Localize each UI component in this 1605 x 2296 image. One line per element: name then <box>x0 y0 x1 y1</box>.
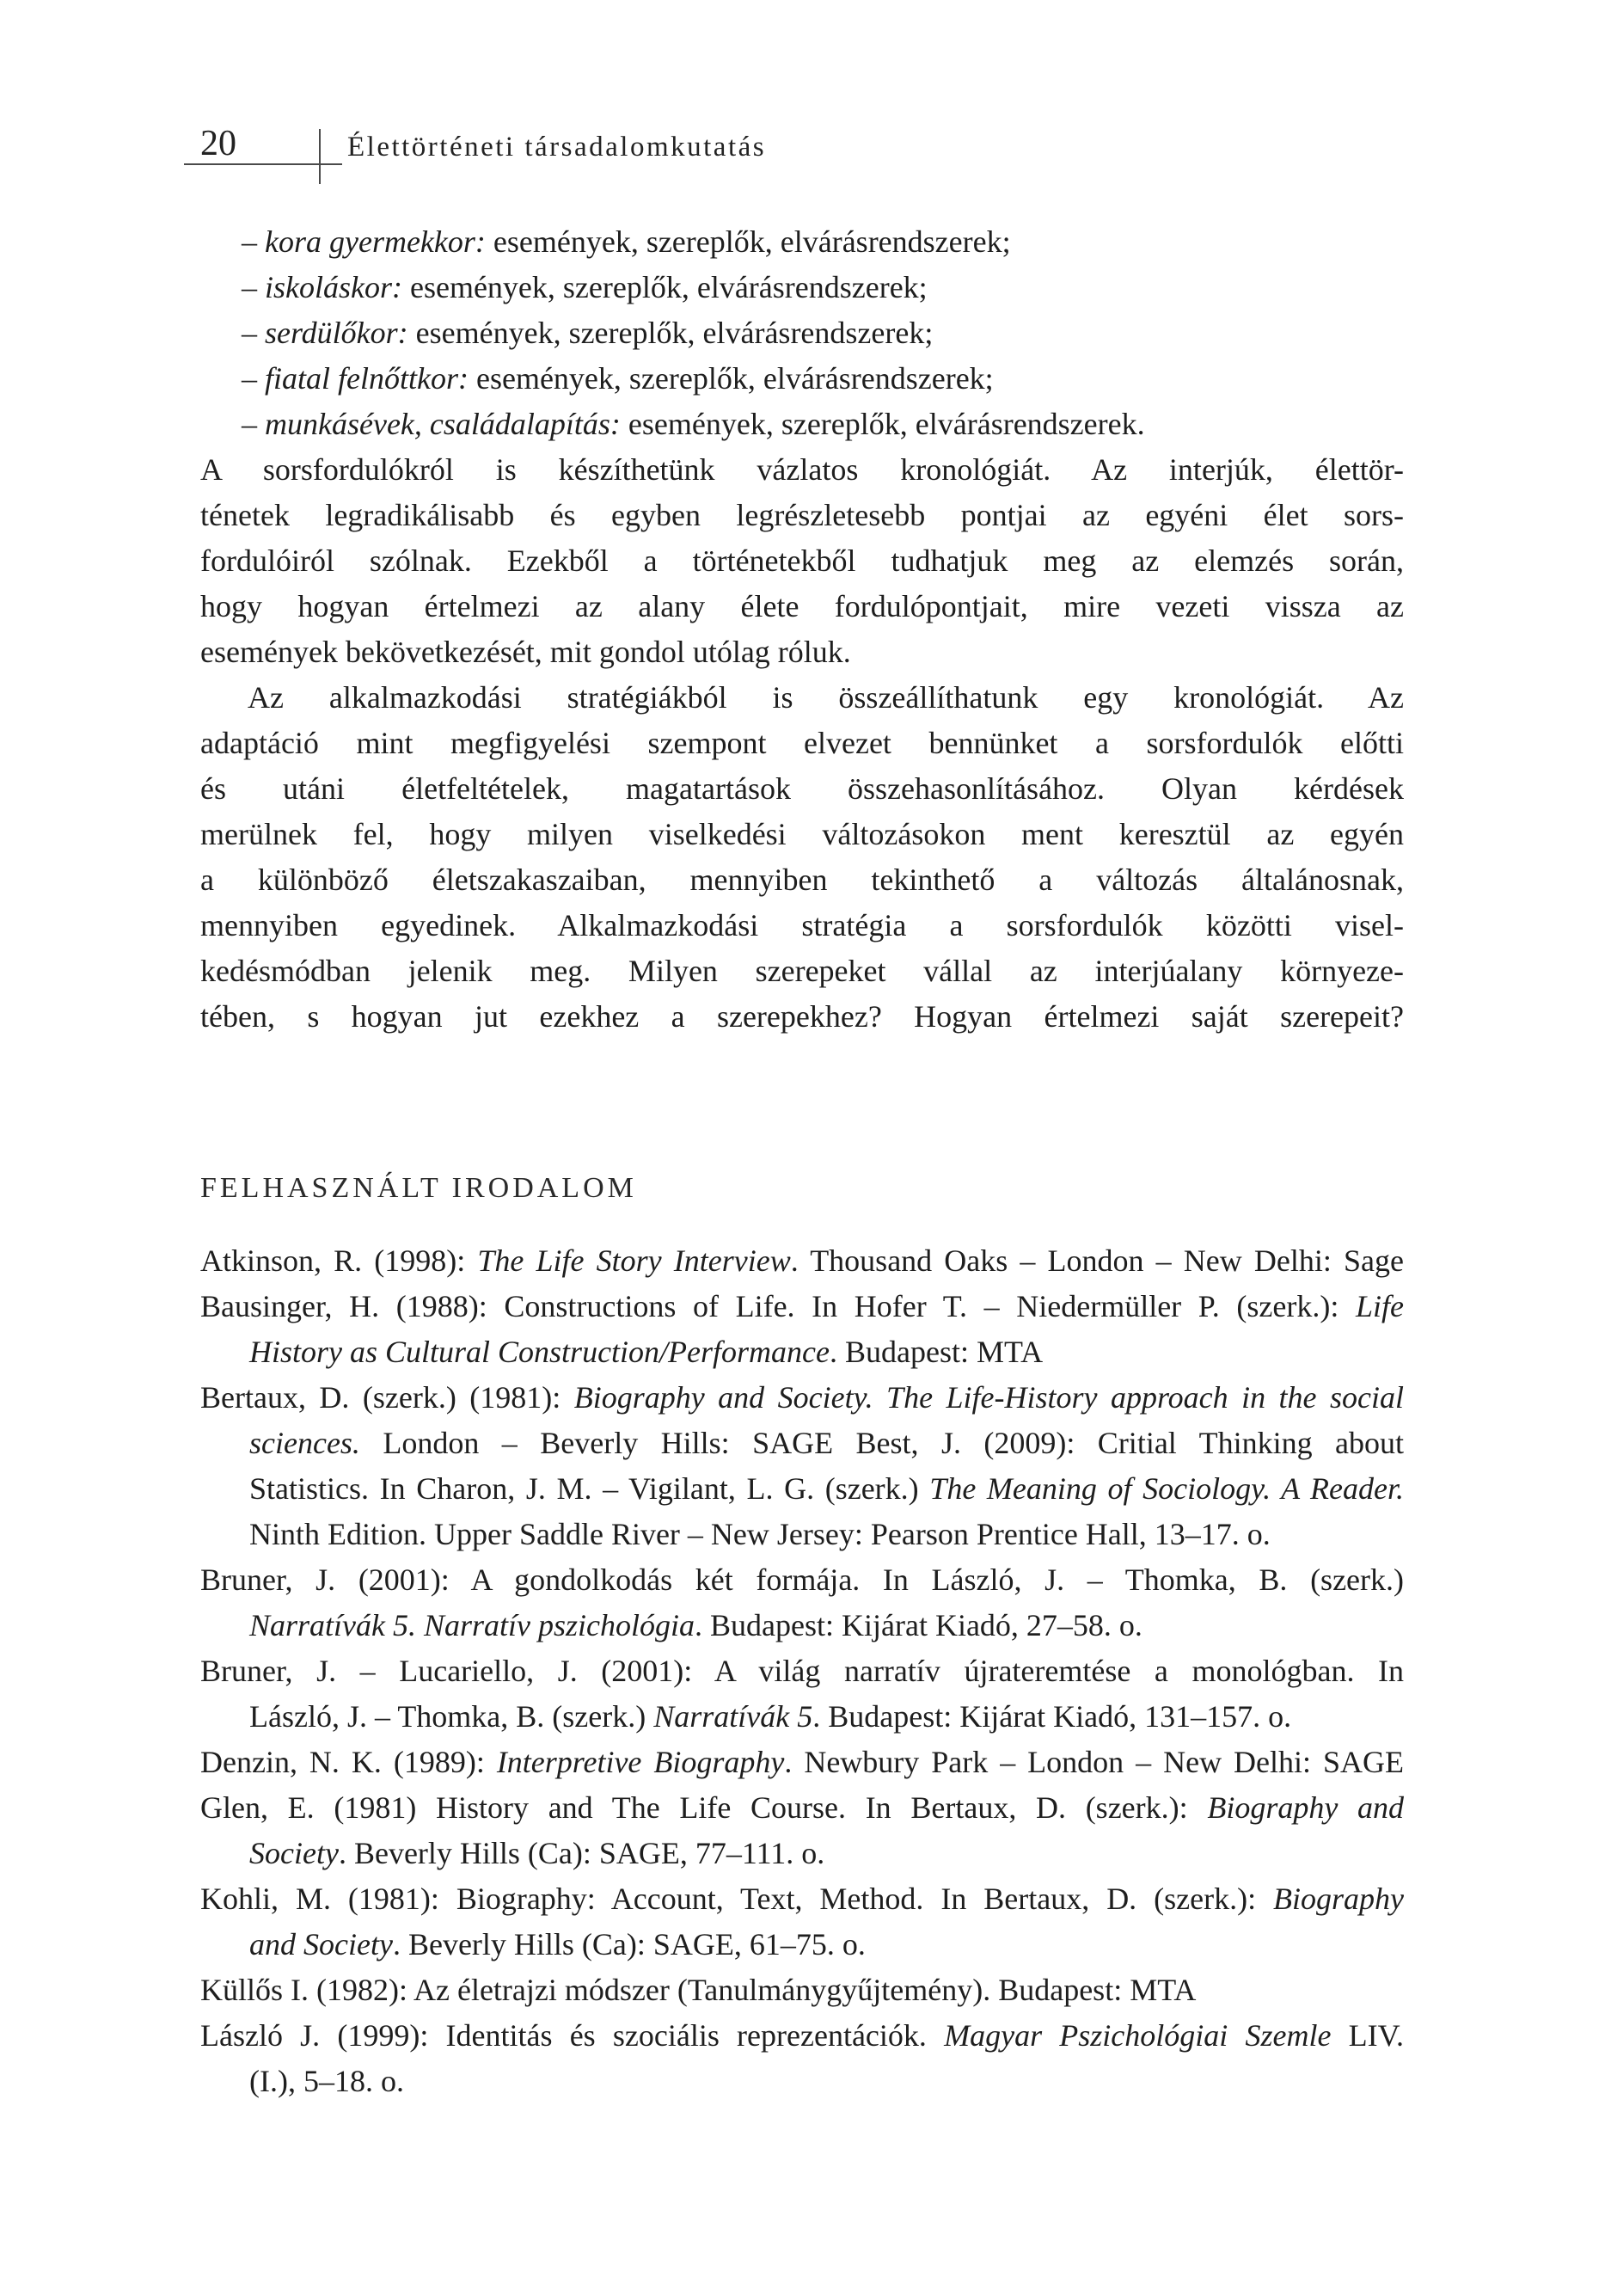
italic-run: Narratívák 5 <box>653 1699 813 1734</box>
text-line <box>200 2013 1404 2059</box>
italic-run: The Meaning of Sociology. A Reader. <box>929 1471 1404 1506</box>
text-run: László, J. – Thomka, B. (szerk.) <box>249 1699 654 1734</box>
section-heading: FELHASZNÁLT IRODALOM <box>200 1172 637 1204</box>
italic-run: Life <box>1355 1289 1404 1323</box>
bibliography-entry <box>200 1375 1404 1557</box>
text-run: Bausinger, H. (1988): Constructions of Life. In Hofer T. – Niedermüller P. (szerk.): <box>200 1289 1356 1323</box>
bibliography-entry <box>200 1785 1404 1876</box>
text-run: . Newbury Park – London – New Delhi: SAGE <box>784 1745 1405 1779</box>
text-line <box>200 1284 1404 1329</box>
text-line <box>200 1238 1404 1284</box>
italic-run: Interpretive Biography <box>496 1745 785 1779</box>
text-run: események, szereplők, elvárásrendszerek; <box>468 361 994 396</box>
bibliography-entry <box>200 1284 1404 1375</box>
text-run: Bertaux, D. (szerk.) (1981): <box>200 1380 574 1415</box>
list-item <box>200 265 1404 310</box>
text-line: a különböző életszakaszaiban, mennyiben tekinthető a változás általánosnak, <box>200 863 1404 897</box>
italic-run: Biography and Society. The Life-History approach in the social <box>573 1380 1404 1415</box>
body-paragraphs <box>200 447 1404 1040</box>
italic-run: Society <box>249 1836 339 1870</box>
text-run: Ninth Edition. Upper Saddle River – New Jersey: Pearson Prentice Hall, 13–17. o. <box>249 1517 1271 1551</box>
italic-run: fiatal felnőttkor: <box>265 361 469 396</box>
text-line <box>200 1740 1404 1785</box>
text-line <box>200 1648 1404 1694</box>
text-line <box>200 1831 1404 1876</box>
list-item <box>200 356 1404 402</box>
text-run: . Budapest: Kijárat Kiadó, 131–157. o. <box>812 1699 1292 1734</box>
running-title: Élettörténeti társadalomkutatás <box>347 132 767 163</box>
text-line <box>200 1968 1404 2013</box>
text-run: események, szereplők, elvárásrendszerek; <box>407 316 934 350</box>
text-run: Küllős I. (1982): Az életrajzi módszer (Tanulmánygyűjtemény). Budapest: MTA <box>200 1973 1197 2007</box>
bibliography-entry <box>200 1648 1404 1740</box>
text-run: . Beverly Hills (Ca): SAGE, 61–75. o. <box>392 1927 866 1961</box>
text-line <box>200 1375 1404 1421</box>
text-run: Bruner, J. (2001): A gondolkodás két formája. In László, J. – Thomka, B. (szerk.) <box>200 1562 1404 1597</box>
text-run: Bruner, J. – Lucariello, J. (2001): A világ narratív újrateremtése a monológban. In <box>200 1654 1404 1688</box>
text-line <box>200 2059 1404 2104</box>
text-run: Atkinson, R. (1998): <box>200 1243 478 1278</box>
text-run: . Beverly Hills (Ca): SAGE, 77–111. o. <box>338 1836 825 1870</box>
text-run: LIV. <box>1331 2018 1404 2053</box>
list-item <box>200 402 1404 447</box>
italic-run: Magyar Pszichológiai Szemle <box>944 2018 1332 2053</box>
italic-run: Biography and <box>1207 1790 1404 1825</box>
text-run: . Budapest: Kijárat Kiadó, 27–58. o. <box>695 1608 1142 1642</box>
text-run: – <box>242 224 265 259</box>
text-line: merülnek fel, hogy milyen viselkedési változásokon ment keresztül az egyén <box>200 817 1404 851</box>
italic-run: History as Cultural Construction/Performance <box>249 1335 830 1369</box>
text-line: tében, s hogyan jut ezekhez a szerepekhez? Hogyan értelmezi saját szerepeit? <box>200 999 1404 1034</box>
text-run: László J. (1999): Identitás és szociális reprezentációk. <box>200 2018 945 2053</box>
text-line <box>200 1603 1404 1648</box>
bibliography-entry <box>200 1968 1404 2013</box>
text-run: Kohli, M. (1981): Biography: Account, Text, Method. In Bertaux, D. (szerk.): <box>200 1882 1274 1916</box>
italic-run: The Life Story Interview <box>477 1243 791 1278</box>
text-line <box>200 1557 1404 1603</box>
text-line: fordulóiról szólnak. Ezekből a történetekből tudhatjuk meg az elemzés során, <box>200 543 1404 578</box>
italic-run: sciences. <box>249 1426 360 1460</box>
italic-run: serdülőkor: <box>265 316 408 350</box>
chronology-list <box>200 219 1404 447</box>
bibliography-entry <box>200 1740 1404 1785</box>
text-run: London – Beverly Hills: SAGE Best, J. (2009): Critial Thinking about <box>359 1426 1404 1460</box>
italic-run: and Society <box>249 1927 393 1961</box>
text-line <box>200 1466 1404 1512</box>
list-item <box>200 310 1404 356</box>
text-run: események, szereplők, elvárásrendszerek. <box>620 407 1145 441</box>
text-run: – <box>242 407 265 441</box>
list-item <box>200 219 1404 265</box>
text-line <box>200 1876 1404 1922</box>
text-run: események, szereplők, elvárásrendszerek; <box>485 224 1011 259</box>
text-line <box>200 1922 1404 1968</box>
text-line: ténetek legradikálisabb és egyben legrészletesebb pontjai az egyéni élet sors- <box>200 498 1404 532</box>
text-line: Az alkalmazkodási stratégiákból is összeállíthatunk egy kronológiát. Az <box>248 680 1404 715</box>
text-line: események bekövetkezését, mit gondol utólag róluk. <box>200 635 851 669</box>
italic-run: iskoláskor: <box>265 270 402 304</box>
text-run: Statistics. In Charon, J. M. – Vigilant, L. G. (szerk.) <box>249 1471 930 1506</box>
bibliography <box>200 1238 1404 2104</box>
text-line: A sorsfordulókról is készíthetünk vázlatos kronológiát. Az interjúk, élettör- <box>200 452 1404 487</box>
text-line <box>200 1421 1404 1466</box>
bibliography-entry <box>200 1876 1404 1968</box>
header-divider <box>319 129 321 184</box>
italic-run: Biography <box>1273 1882 1404 1916</box>
italic-run: munkásévek, családalapítás: <box>265 407 621 441</box>
italic-run: kora gyermekkor: <box>265 224 486 259</box>
text-line: és utáni életfeltételek, magatartások összehasonlításához. Olyan kérdések <box>200 771 1404 806</box>
text-line: hogy hogyan értelmezi az alany élete fordulópontjait, mire vezeti vissza az <box>200 589 1404 623</box>
italic-run: Narratívák 5. Narratív pszichológia <box>249 1608 695 1642</box>
paragraph <box>200 447 1404 675</box>
text-run: – <box>242 270 265 304</box>
text-run: események, szereplők, elvárásrendszerek; <box>401 270 928 304</box>
text-line <box>200 1694 1404 1740</box>
text-line: mennyiben egyedinek. Alkalmazkodási stratégia a sorsfordulók közötti visel- <box>200 908 1404 942</box>
text-run: . Thousand Oaks – London – New Delhi: Sage <box>790 1243 1404 1278</box>
text-run: Glen, E. (1981) History and The Life Course. In Bertaux, D. (szerk.): <box>200 1790 1208 1825</box>
bibliography-entry <box>200 1557 1404 1648</box>
text-run: – <box>242 316 265 350</box>
bibliography-entry <box>200 1238 1404 1284</box>
text-run: (I.), 5–18. o. <box>249 2064 404 2098</box>
text-line <box>200 1512 1404 1557</box>
text-line <box>200 1329 1404 1375</box>
text-run: Denzin, N. K. (1989): <box>200 1745 497 1779</box>
text-line: kedésmódban jelenik meg. Milyen szerepeket vállal az interjúalany környeze- <box>200 954 1404 988</box>
text-run: . Budapest: MTA <box>830 1335 1044 1369</box>
paragraph <box>200 675 1404 1040</box>
page-body <box>200 219 1404 2104</box>
text-line <box>200 1785 1404 1831</box>
text-line: adaptáció mint megfigyelési szempont elvezet bennünket a sorsfordulók előtti <box>200 726 1404 760</box>
text-run: – <box>242 361 265 396</box>
bibliography-entry <box>200 2013 1404 2104</box>
page-number: 20 <box>200 124 236 163</box>
